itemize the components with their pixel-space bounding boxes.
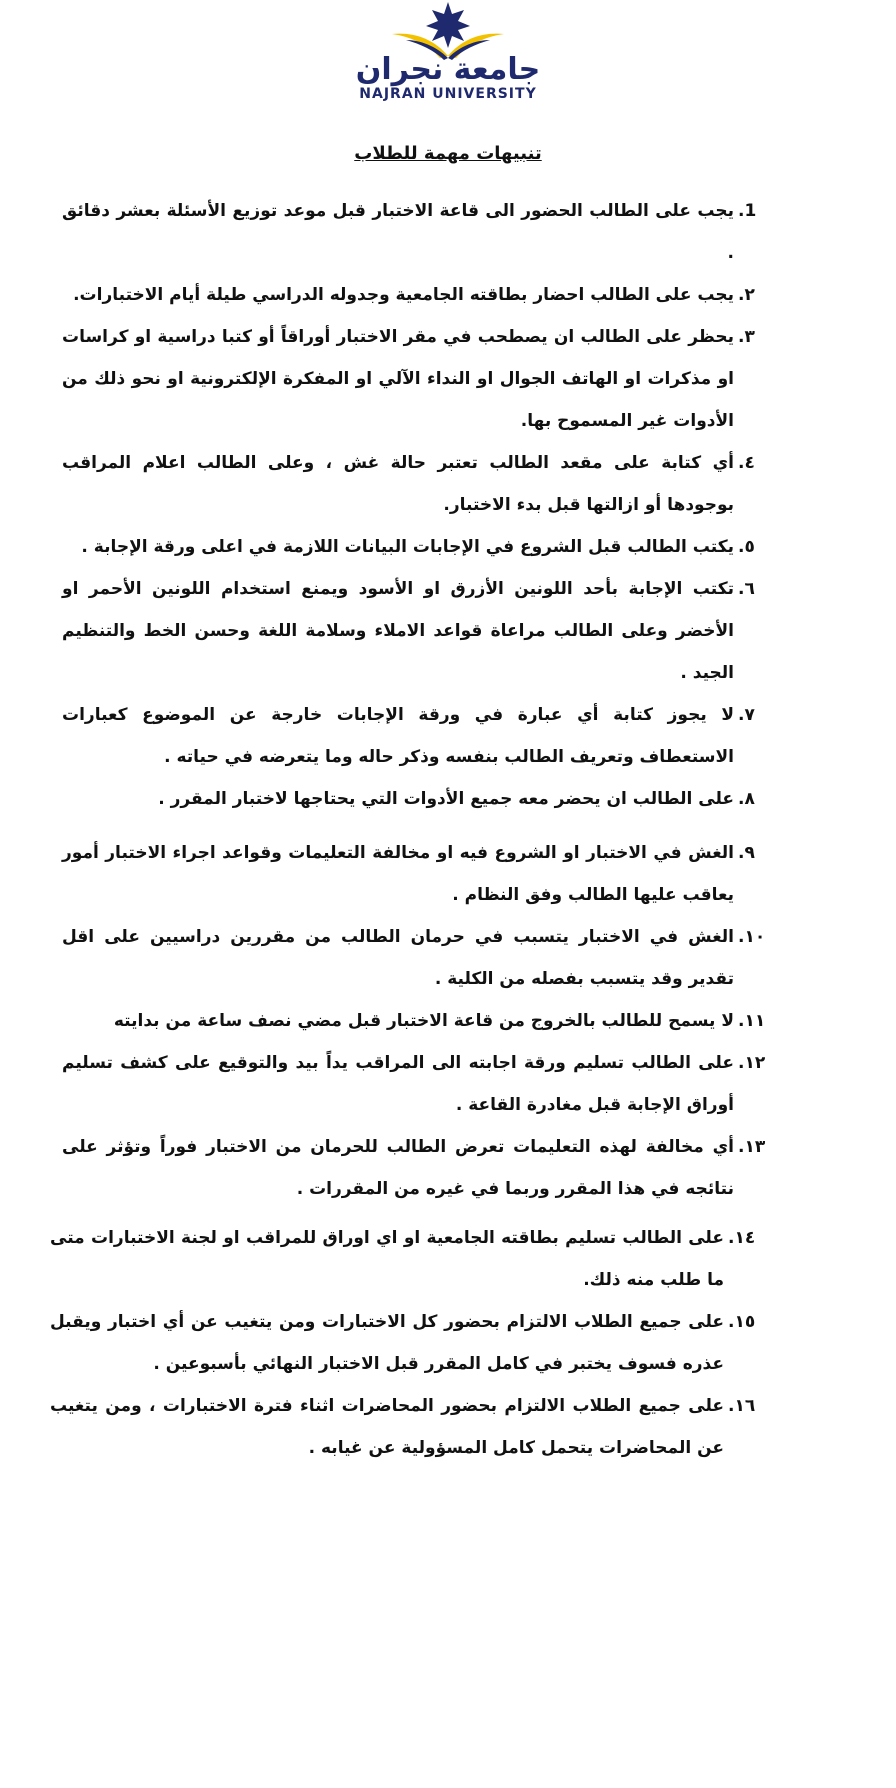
item-text: على جميع الطلاب الالتزام بحضور المحاضرات اثناء فترة الاختبارات ، ومن يتغيب عن المحاضرات يتحمل كامل المسؤولية عن غيابه . — [50, 1396, 724, 1458]
item-number: ١٤. — [728, 1228, 756, 1248]
list-item — [62, 916, 770, 1000]
item-text: لا يسمح للطالب بالخروج من قاعة الاختبار قبل مضي نصف ساعة من بدايته — [113, 1011, 734, 1031]
item-text: تكتب الإجابة بأحد اللونين الأزرق او الأسود ويمنع استخدام اللونين الأحمر او الأخضر وعلى الطالب مراعاة قواعد الاملاء وسلامة اللغة وحسن الخط والتنظيم الجيد . — [62, 579, 734, 683]
item-text: الغش في الاختبار او الشروع فيه او مخالفة التعليمات وقواعد اجراء الاختبار أمور يعاقب عليها الطالب وفق النظام . — [62, 843, 734, 905]
item-text: يحظر على الطالب ان يصطحب في مقر الاختبار أوراقاً أو كتبا دراسية او كراسات او مذكرات او الهاتف الجوال او النداء الآلي او المفكرة الإلكترونية او نحو ذلك من الأدوات غير المسموح بها. — [62, 327, 734, 431]
item-number: ١٢. — [738, 1053, 766, 1073]
item-text: يجب على الطالب احضار بطاقته الجامعية وجدوله الدراسي طيلة أيام الاختبارات. — [73, 285, 734, 305]
item-text: على الطالب تسليم ورقة اجابته الى المراقب يداً بيد والتوقيع على كشف تسليم أوراق الإجابة قبل مغادرة القاعة . — [62, 1053, 734, 1115]
item-text: على جميع الطلاب الالتزام بحضور كل الاختبارات ومن يتغيب عن أي اختبار ويقبل عذره فسوف يختبر في كامل المقرر قبل الاختبار النهائي بأسبوعين . — [50, 1312, 724, 1374]
item-number: ١٣. — [738, 1137, 766, 1157]
item-number: ١٥. — [728, 1312, 756, 1332]
list-item — [62, 274, 770, 316]
item-number: ٢. — [738, 285, 755, 305]
list-item — [62, 568, 770, 694]
list-item — [50, 1301, 760, 1385]
item-number: ٣. — [738, 327, 755, 347]
list-item — [62, 442, 770, 526]
item-text: أي مخالفة لهذه التعليمات تعرض الطالب للحرمان من الاختبار فوراً وتؤثر على نتائجه في هذا المقرر وربما في غيره من المقررات . — [62, 1137, 734, 1199]
item-number: ١١. — [738, 1011, 766, 1031]
list-item — [62, 778, 770, 820]
logo-arabic-name: جامعة نجران — [355, 52, 541, 87]
list-item — [50, 1217, 760, 1301]
list-item — [62, 832, 770, 916]
item-text: الغش في الاختبار يتسبب في حرمان الطالب من مقررين دراسيين على اقل تقدير وقد يتسبب بفصله من الكلية . — [62, 927, 734, 989]
item-number: ٤. — [738, 453, 755, 473]
instructions-list — [62, 190, 770, 1210]
instructions-list-extra — [50, 1217, 760, 1469]
item-number: ٦. — [738, 579, 755, 599]
list-item — [62, 1126, 770, 1210]
item-text: على الطالب ان يحضر معه جميع الأدوات التي يحتاجها لاختبار المقرر . — [158, 789, 734, 809]
item-number: ٨. — [738, 789, 755, 809]
item-text: يكتب الطالب قبل الشروع في الإجابات البيانات اللازمة في اعلى ورقة الإجابة . — [81, 537, 734, 557]
item-number: ١٦. — [728, 1396, 756, 1416]
item-text: على الطالب تسليم بطاقته الجامعية او اي اوراق للمراقب او لجنة الاختبارات متى ما طلب منه ذلك. — [50, 1228, 724, 1290]
item-number: ٧. — [738, 705, 755, 725]
logo-english-name: NAJRAN UNIVERSITY — [359, 86, 537, 102]
item-number: ٩. — [738, 843, 755, 863]
page-title: تنبيهات مهمة للطلاب — [354, 143, 542, 164]
item-number: ٥. — [738, 537, 755, 557]
list-item — [62, 190, 770, 274]
list-item — [62, 316, 770, 442]
item-number: ١٠. — [738, 927, 766, 947]
item-text: يجب على الطالب الحضور الى قاعة الاختبار قبل موعد توزيع الأسئلة بعشر دقائق . — [62, 201, 734, 263]
university-logo — [0, 0, 896, 126]
list-item — [62, 1042, 770, 1126]
item-text: لا يجوز كتابة أي عبارة في ورقة الإجابات خارجة عن الموضوع كعبارات الاستعطاف وتعريف الطالب بنفسه وذكر حاله وما يتعرضه في حياته . — [62, 705, 734, 767]
star-wings-emblem-icon — [378, 0, 518, 60]
list-item — [50, 1385, 760, 1469]
list-item — [62, 526, 770, 568]
list-item — [62, 1000, 770, 1042]
item-text: أي كتابة على مقعد الطالب تعتبر حالة غش ، وعلى الطالب اعلام المراقب بوجودها أو ازالتها قبل بدء الاختبار. — [62, 453, 734, 515]
spacer — [62, 820, 770, 832]
list-item — [62, 694, 770, 778]
item-number: 1. — [738, 201, 757, 221]
